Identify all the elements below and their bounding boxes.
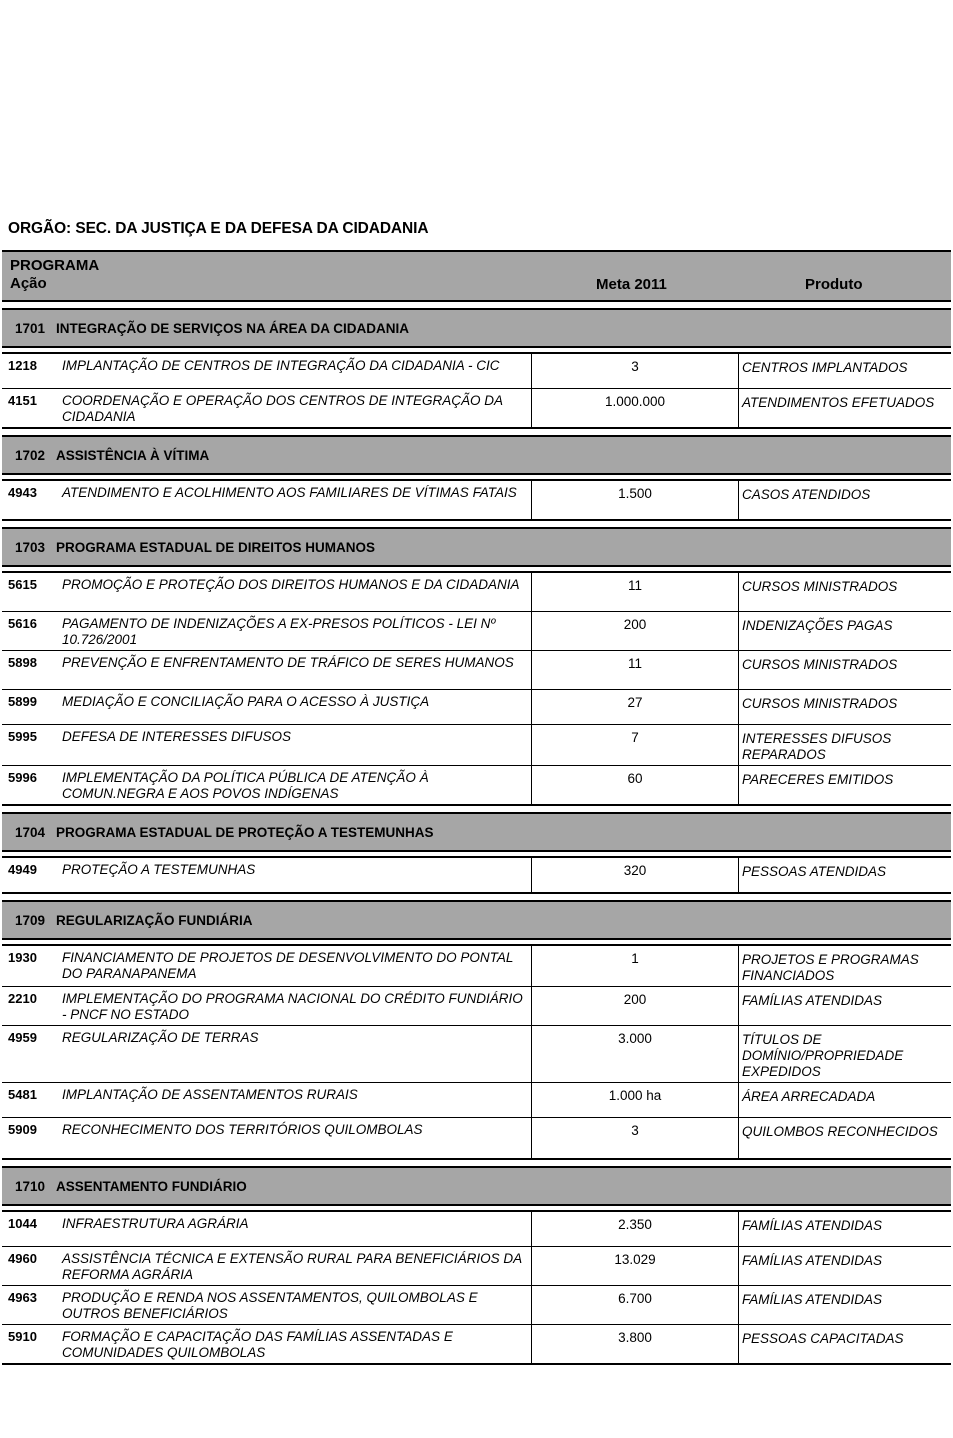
program-header (2, 435, 951, 475)
action-meta: 7 (532, 725, 739, 765)
action-code: 5899 (8, 694, 37, 709)
program-name: ASSENTAMENTO FUNDIÁRIO (56, 1179, 247, 1194)
table-row (2, 1286, 951, 1325)
action-code: 5909 (8, 1122, 37, 1137)
program-name: PROGRAMA ESTADUAL DE PROTEÇÃO A TESTEMUNHAS (56, 825, 434, 840)
table-row (2, 690, 951, 725)
action-description: PREVENÇÃO E ENFRENTAMENTO DE TRÁFICO DE SERES HUMANOS (56, 651, 532, 689)
action-meta: 1 (532, 946, 739, 986)
action-meta: 200 (532, 987, 739, 1025)
action-produto: QUILOMBOS RECONHECIDOS (742, 1124, 938, 1139)
action-produto: ATENDIMENTOS EFETUADOS (742, 395, 935, 410)
orgao-title: ORGÃO: SEC. DA JUSTIÇA E DA DEFESA DA CIDADANIA (8, 220, 429, 237)
table-row (2, 858, 951, 894)
table-row (2, 651, 951, 690)
action-produto: PESSOAS CAPACITADAS (742, 1331, 904, 1346)
action-description: ATENDIMENTO E ACOLHIMENTO AOS FAMILIARES DE VÍTIMAS FATAIS (56, 481, 532, 519)
action-produto: ÁREA ARRECADADA (742, 1089, 876, 1104)
action-meta: 27 (532, 690, 739, 724)
header-meta: Meta 2011 (596, 276, 667, 293)
action-code: 5910 (8, 1329, 37, 1344)
table-row (2, 946, 951, 987)
program-header (2, 900, 951, 940)
action-meta: 1.000 ha (532, 1083, 739, 1117)
table-row (2, 725, 951, 766)
action-code: 5898 (8, 655, 37, 670)
table-row (2, 1325, 951, 1365)
action-code: 4963 (8, 1290, 37, 1305)
header-programa-acao (10, 257, 99, 293)
action-rows (2, 856, 951, 894)
action-meta: 3.000 (532, 1026, 739, 1082)
action-produto: CURSOS MINISTRADOS (742, 657, 898, 672)
action-meta: 3 (532, 354, 739, 388)
action-produto: PARECERES EMITIDOS (742, 772, 894, 787)
action-description: PROMOÇÃO E PROTEÇÃO DOS DIREITOS HUMANOS E DA CIDADANIA (56, 573, 532, 611)
header-programa: PROGRAMA (10, 257, 100, 274)
table-row (2, 1212, 951, 1247)
action-code: 1218 (8, 358, 37, 373)
program-header (2, 1166, 951, 1206)
action-code: 4949 (8, 862, 37, 877)
action-produto: CENTROS IMPLANTADOS (742, 360, 908, 375)
table-row (2, 389, 951, 429)
table-row (2, 1118, 951, 1160)
action-description: PROTEÇÃO A TESTEMUNHAS (56, 858, 532, 892)
program-header (2, 308, 951, 348)
table-row (2, 612, 951, 651)
action-produto: CURSOS MINISTRADOS (742, 696, 898, 711)
action-meta: 13.029 (532, 1247, 739, 1285)
action-code: 5616 (8, 616, 37, 631)
action-code: 4943 (8, 485, 37, 500)
program-header (2, 812, 951, 852)
table-row (2, 1247, 951, 1286)
action-meta: 1.500 (532, 481, 739, 519)
table-row (2, 573, 951, 612)
action-rows (2, 352, 951, 429)
table-row (2, 1083, 951, 1118)
action-description: INFRAESTRUTURA AGRÁRIA (56, 1212, 532, 1246)
header-acao: Ação (10, 275, 47, 292)
action-code: 2210 (8, 991, 37, 1006)
action-code: 5996 (8, 770, 37, 785)
action-produto: INDENIZAÇÕES PAGAS (742, 618, 893, 633)
program-code: 1704 (15, 825, 46, 840)
action-produto: FAMÍLIAS ATENDIDAS (742, 1218, 883, 1233)
header-produto: Produto (805, 276, 863, 293)
action-produto: FAMÍLIAS ATENDIDAS (742, 993, 883, 1008)
action-code: 5481 (8, 1087, 37, 1102)
action-meta: 3 (532, 1118, 739, 1158)
table-row (2, 354, 951, 389)
action-code: 5615 (8, 577, 37, 592)
table-row (2, 1026, 951, 1083)
action-description: FORMAÇÃO E CAPACITAÇÃO DAS FAMÍLIAS ASSENTADAS E COMUNIDADES QUILOMBOLAS (56, 1325, 532, 1363)
program-code: 1703 (15, 540, 46, 555)
action-produto: CURSOS MINISTRADOS (742, 579, 898, 594)
action-produto: FAMÍLIAS ATENDIDAS (742, 1292, 883, 1307)
action-meta: 320 (532, 858, 739, 892)
action-description: IMPLEMENTAÇÃO DO PROGRAMA NACIONAL DO CRÉDITO FUNDIÁRIO - PNCF NO ESTADO (56, 987, 532, 1025)
action-meta: 200 (532, 612, 739, 650)
budget-table (2, 250, 951, 1365)
table-row (2, 766, 951, 806)
program-code: 1710 (15, 1179, 46, 1194)
action-description: IMPLANTAÇÃO DE CENTROS DE INTEGRAÇÃO DA CIDADANIA - CIC (56, 354, 532, 388)
action-code: 4151 (8, 393, 37, 408)
action-meta: 11 (532, 651, 739, 689)
action-produto: INTERESSES DIFUSOS REPARADOS (742, 731, 892, 762)
action-rows (2, 479, 951, 521)
table-row (2, 481, 951, 521)
action-rows (2, 1210, 951, 1365)
action-rows (2, 944, 951, 1160)
action-description: RECONHECIMENTO DOS TERRITÓRIOS QUILOMBOLAS (56, 1118, 532, 1158)
program-code: 1709 (15, 913, 46, 928)
table-header (2, 250, 951, 302)
action-produto: CASOS ATENDIDOS (742, 487, 871, 502)
action-description: FINANCIAMENTO DE PROJETOS DE DESENVOLVIMENTO DO PONTAL DO PARANAPANEMA (56, 946, 532, 986)
program-code: 1701 (15, 321, 46, 336)
action-produto: PROJETOS E PROGRAMAS FINANCIADOS (742, 952, 919, 983)
action-code: 4959 (8, 1030, 37, 1045)
action-description: MEDIAÇÃO E CONCILIAÇÃO PARA O ACESSO À JUSTIÇA (56, 690, 532, 724)
program-name: REGULARIZAÇÃO FUNDIÁRIA (56, 913, 253, 928)
action-meta: 1.000.000 (532, 389, 739, 427)
action-description: COORDENAÇÃO E OPERAÇÃO DOS CENTROS DE INTEGRAÇÃO DA CIDADANIA (56, 389, 532, 427)
action-produto: FAMÍLIAS ATENDIDAS (742, 1253, 883, 1268)
program-name: PROGRAMA ESTADUAL DE DIREITOS HUMANOS (56, 540, 376, 555)
action-description: DEFESA DE INTERESSES DIFUSOS (56, 725, 532, 765)
program-code: 1702 (15, 448, 46, 463)
program-header (2, 527, 951, 567)
action-meta: 2.350 (532, 1212, 739, 1246)
action-code: 5995 (8, 729, 37, 744)
action-meta: 6.700 (532, 1286, 739, 1324)
action-description: PAGAMENTO DE INDENIZAÇÕES A EX-PRESOS POLÍTICOS - LEI Nº 10.726/2001 (56, 612, 532, 650)
action-rows (2, 571, 951, 806)
action-produto: PESSOAS ATENDIDAS (742, 864, 887, 879)
program-name: ASSISTÊNCIA À VÍTIMA (56, 448, 210, 463)
table-row (2, 987, 951, 1026)
action-description: IMPLEMENTAÇÃO DA POLÍTICA PÚBLICA DE ATENÇÃO À COMUN.NEGRA E AOS POVOS INDÍGENAS (56, 766, 532, 804)
action-description: ASSISTÊNCIA TÉCNICA E EXTENSÃO RURAL PARA BENEFICIÁRIOS DA REFORMA AGRÁRIA (56, 1247, 532, 1285)
action-description: IMPLANTAÇÃO DE ASSENTAMENTOS RURAIS (56, 1083, 532, 1117)
action-produto: TÍTULOS DE DOMÍNIO/PROPRIEDADE EXPEDIDOS (742, 1032, 904, 1079)
programs-list (2, 308, 951, 1365)
action-meta: 3.800 (532, 1325, 739, 1363)
action-description: REGULARIZAÇÃO DE TERRAS (56, 1026, 532, 1082)
program-name: INTEGRAÇÃO DE SERVIÇOS NA ÁREA DA CIDADANIA (56, 321, 410, 336)
action-code: 4960 (8, 1251, 37, 1266)
action-meta: 60 (532, 766, 739, 804)
action-meta: 11 (532, 573, 739, 611)
action-code: 1930 (8, 950, 37, 965)
action-description: PRODUÇÃO E RENDA NOS ASSENTAMENTOS, QUILOMBOLAS E OUTROS BENEFICIÁRIOS (56, 1286, 532, 1324)
action-code: 1044 (8, 1216, 37, 1231)
